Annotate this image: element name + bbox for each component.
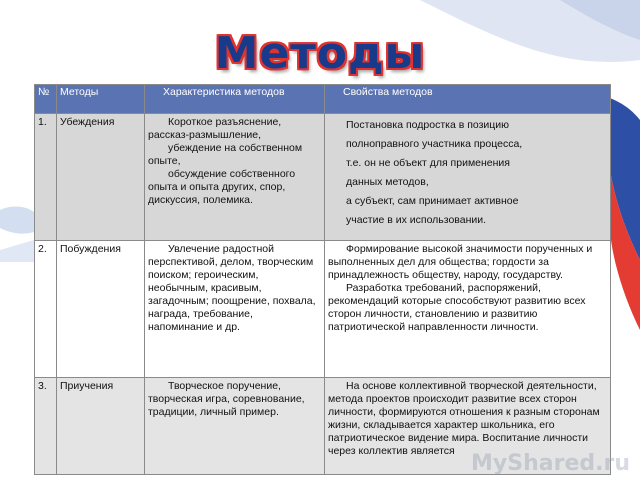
table-row <box>35 114 611 241</box>
row-method: Приучения <box>57 378 145 475</box>
row-characteristic <box>145 241 325 378</box>
properties-line: т.е. он не объект для применения <box>346 157 510 169</box>
characteristic-line: обсуждение собственного опыта и опыта других, спор, дискуссия, полемика. <box>148 168 296 206</box>
watermark: MyShared.ru <box>471 451 630 476</box>
characteristic-line: убеждение на собственном опыте, <box>148 142 303 167</box>
header-properties: Свойства методов <box>325 85 611 114</box>
page-title: Методы <box>214 28 426 79</box>
properties-line: а субъект, сам принимает активное <box>346 195 519 207</box>
row-properties <box>325 114 611 241</box>
methods-table <box>34 84 611 475</box>
row-num: 1. <box>35 114 57 241</box>
header-characteristic: Характеристика методов <box>145 85 325 114</box>
row-characteristic <box>145 114 325 241</box>
properties-line: Разработка требований, распоряжений, рекомендаций которые способствуют развитию всех сторон личности, становлению и развитию патриотической направленности личности. <box>328 282 586 333</box>
row-method: Побуждения <box>57 241 145 378</box>
table-header-row <box>35 85 611 114</box>
properties-line: данных методов, <box>346 176 429 188</box>
row-characteristic <box>145 378 325 475</box>
characteristic-line: Увлечение радостной перспективой, делом, творческим поиском; героическим, необычным, красивым, загадочным; поощрение, похвала, награда, требование, напоминание и др. <box>148 243 316 333</box>
row-method: Убеждения <box>57 114 145 241</box>
table-row <box>35 241 611 378</box>
row-num: 2. <box>35 241 57 378</box>
properties-line: участие в их использовании. <box>346 214 487 226</box>
properties-line: Постановка подростка в позицию <box>346 119 510 131</box>
row-num: 3. <box>35 378 57 475</box>
properties-line: Формирование высокой значимости порученных и выполненных дел для общества; гордости за принадлежность обществу, народу, государству. <box>328 243 593 281</box>
properties-line: полноправного участника процесса, <box>346 138 523 150</box>
characteristic-line: Короткое разъяснение, рассказ-размышление, <box>148 116 282 141</box>
characteristic-line: Творческое поручение, творческая игра, соревнование, традиции, личный пример. <box>148 380 305 418</box>
header-num: № <box>35 85 57 114</box>
properties-line: На основе коллективной творческой деятельности, метода проектов происходит развитие всех сторон личности, формируются отношения к разным сторонам жизни, складывается характер школьника, его патриотическое видение мира. Воспитание личности через коллектив является <box>328 380 600 457</box>
header-method: Методы <box>57 85 145 114</box>
row-properties <box>325 241 611 378</box>
